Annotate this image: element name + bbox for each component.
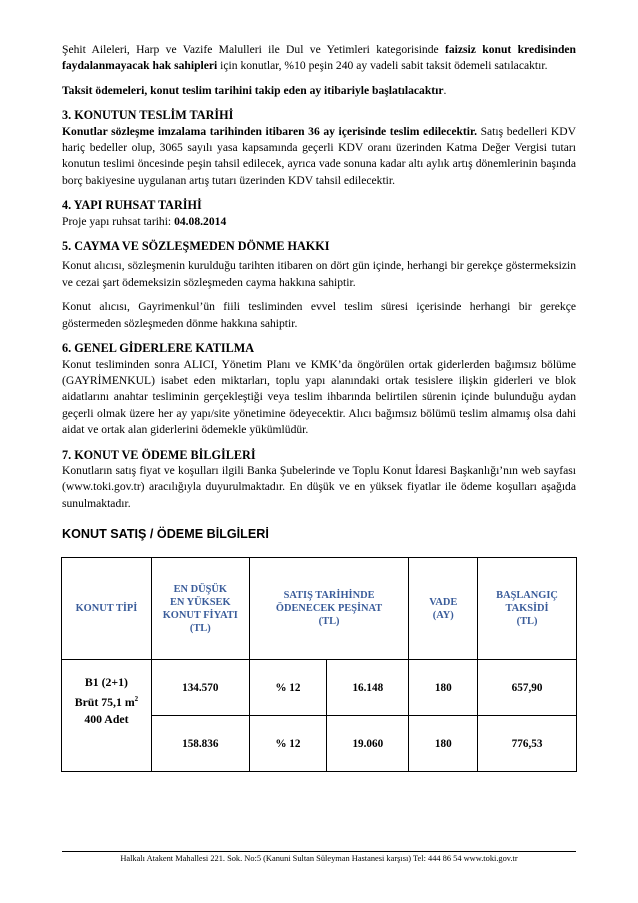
- permit-date-value: 04.08.2014: [174, 214, 227, 228]
- intro-period: .: [443, 83, 447, 97]
- section-5-paragraph-2: Konut alıcısı, Gayrimenkul’ün fiili tesliminden evvel teslim süresi içerisinde herhangi bir gerekçe göstermeden sözleşmeden dönme hakkına sahiptir.: [62, 300, 576, 330]
- section-4-text: [62, 214, 576, 230]
- price-cell: 134.570: [151, 660, 249, 716]
- table-row: [62, 660, 577, 716]
- section-7-text: Konutların satış fiyat ve koşulları ilgili Banka Şubelerinde ve Toplu Konut İdaresi Başkanlığı’nın web sayfası (www.toki.gov.tr) aracılığıyla duyurulmaktadır. En düşük ve en yüksek fiyatlar ile ödeme koşulları aşağıda sunulmaktadır.: [62, 463, 576, 510]
- intro-text: Şehit Aileleri, Harp ve Vazife Malulleri ile Dul ve Yetimleri kategorisinde: [62, 43, 446, 56]
- installment-start-text: Taksit ödemeleri, konut teslim tarihini takip eden ay itibariyle başlatılacaktır: [62, 83, 444, 97]
- delivery-text: Satış bedelleri KDV hariç bedeller olup, 3065 sayılı yasa kapsamında geçerli KDV oranı üzerinden Katma Değer Vergisi tutarı konutun teslimi öncesinde peşin tahsil edilecek, ayrıca vade sonuna kadar altı aylık artış dönemlerinin başında borç bakiyesine uygulanan artış tutarı üzerinden KDV tahsil edilecektir.: [62, 124, 576, 187]
- delivery-bold-text: Konutlar sözleşme imzalama tarihinden itibaren 36 ay içerisinde teslim edilecektir.: [62, 124, 477, 138]
- unit-count: 400 Adet: [84, 712, 129, 727]
- section-5-title: 5. CAYMA VE SÖZLEŞMEDEN DÖNME HAKKI: [62, 239, 330, 254]
- section-5-paragraph-1: Konut alıcısı, sözleşmenin kurulduğu tarihten itibaren on dört gün içinde, herhangi bir gerekçe göstermeksizin ve cezai şart ödemeksizin sözleşmeden cayma hakkına sahiptir.: [62, 259, 576, 289]
- permit-date-label: Proje yapı ruhsat tarihi:: [62, 214, 175, 228]
- down-pct-cell: % 12: [249, 716, 327, 772]
- unit-type-name: B1 (2+1): [84, 675, 128, 690]
- installment-cell: 657,90: [478, 660, 577, 716]
- down-pct-cell: % 12: [249, 660, 327, 716]
- section-3-title: 3. KONUTUN TESLİM TARİHİ: [62, 108, 234, 123]
- intro-text-end: için konutlar, %10 peşin 240 ay vadeli sabit taksit ödemeli satılacaktır.: [217, 59, 548, 73]
- section-6-text: Konut tesliminden sonra ALICI, Yönetim Planı ve KMK’da öngörülen ortak giderlerden bağımsız bölüme (GAYRİMENKUL) isabet eden miktarları, toplu yapı alanındaki ortak tesislere ilişkin giderleri ve blok aidatlarını anahtar tesliminin gerçekleştiği veya teslim ihbarında belirtilen sürenin içinde bulunduğu aydan geçerli olmak üzere her ay yapı/site yönetimine ödeyecektir. Alıcı bağımsız bölümü teslim almamış olsa dahi aidat ve ortak alan giderlerini ödemekle yükümlüdür.: [62, 357, 576, 437]
- header-down-payment: SATIŞ TARİHİNDE ÖDENECEK PEŞİNAT (TL): [249, 558, 409, 660]
- section-3-text: [62, 124, 576, 190]
- term-cell: 180: [409, 716, 478, 772]
- header-price: EN DÜŞÜK EN YÜKSEK KONUT FİYATI (TL): [151, 558, 249, 660]
- intro-paragraph-2: [62, 83, 576, 99]
- pricing-table: [61, 557, 577, 772]
- section-6-title: 6. GENEL GİDERLERE KATILMA: [62, 341, 255, 356]
- unit-type-cell: [62, 660, 152, 772]
- installment-cell: 776,53: [478, 716, 577, 772]
- term-cell: 180: [409, 660, 478, 716]
- section-7-title: 7. KONUT VE ÖDEME BİLGİLERİ: [62, 447, 256, 462]
- unit-area: Brüt 75,1 $m^2$: [74, 695, 139, 710]
- header-konut-tipi: KONUT TİPİ: [62, 558, 152, 660]
- section-4-title: 4. YAPI RUHSAT TARİHİ: [62, 198, 202, 213]
- price-cell: 158.836: [151, 716, 249, 772]
- intro-paragraph-1: [62, 42, 576, 75]
- down-amount-cell: 16.148: [327, 660, 409, 716]
- header-term: VADE (AY): [409, 558, 478, 660]
- document-body: [62, 42, 576, 772]
- intro-bold-text: faizsiz konut kredisinden faydalanmayacak hak sahipleri: [62, 43, 577, 73]
- header-first-installment: BAŞLANGIÇ TAKSİDİ (TL): [478, 558, 577, 660]
- down-amount-cell: 19.060: [327, 716, 409, 772]
- page-footer: Halkalı Atakent Mahallesi 221. Sok. No:5 (Kanuni Sultan Süleyman Hastanesi karşısı) Tel: 444 86 54 www.toki.gov.tr: [62, 851, 576, 863]
- table-title: KONUT SATIŞ / ÖDEME BİLGİLERİ: [62, 527, 269, 542]
- table-header-row: [62, 558, 577, 660]
